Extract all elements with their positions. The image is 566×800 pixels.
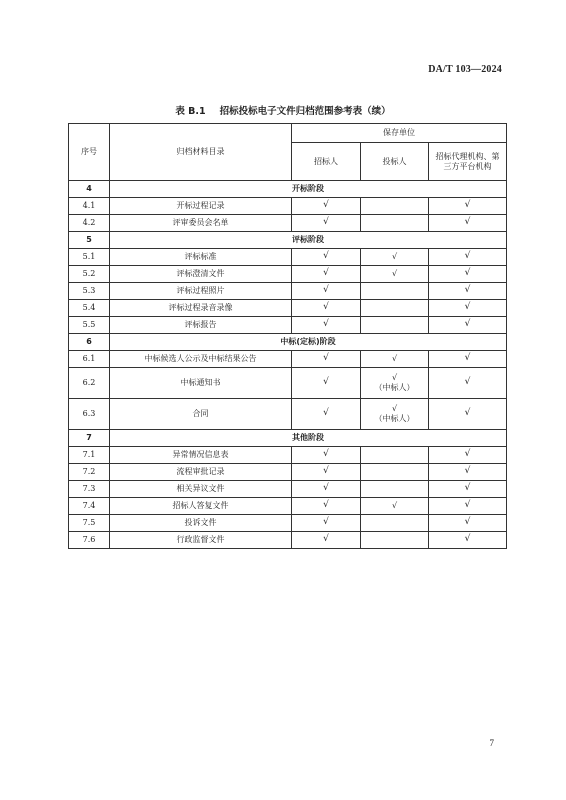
agency-check: √ (429, 215, 507, 232)
row-material-name: 投诉文件 (110, 515, 292, 532)
bidder-cell (361, 249, 429, 266)
table-row (69, 532, 507, 549)
row-number: 5.1 (69, 249, 110, 266)
table-header (69, 124, 507, 181)
row-material-name: 行政监督文件 (110, 532, 292, 549)
tenderer-check: √ (292, 481, 361, 498)
row-material-name: 招标人答复文件 (110, 498, 292, 515)
bidder-cell (361, 198, 429, 215)
tenderer-check: √ (292, 215, 361, 232)
row-number: 5.2 (69, 266, 110, 283)
table-row (69, 266, 507, 283)
agency-check: √ (429, 464, 507, 481)
bidder-cell (361, 532, 429, 549)
standard-code: DA/T 103—2024 (428, 64, 502, 75)
header-catalog: 归档材料目录 (110, 124, 292, 181)
agency-check: √ (429, 300, 507, 317)
bidder-cell (361, 300, 429, 317)
agency-check: √ (429, 399, 507, 430)
table-row (69, 215, 507, 232)
row-material-name: 开标过程记录 (110, 198, 292, 215)
tenderer-check: √ (292, 498, 361, 515)
row-number: 7.6 (69, 532, 110, 549)
bidder-cell (361, 464, 429, 481)
row-material-name: 评标报告 (110, 317, 292, 334)
agency-check: √ (429, 198, 507, 215)
tenderer-check: √ (292, 317, 361, 334)
header-tenderer: 招标人 (292, 143, 361, 181)
bidder-check: √ (391, 373, 398, 382)
stage-number: 4 (69, 181, 110, 198)
agency-check: √ (429, 351, 507, 368)
row-material-name: 相关异议文件 (110, 481, 292, 498)
table-row (69, 249, 507, 266)
stage-title: 评标阶段 (110, 232, 507, 249)
tenderer-check: √ (292, 300, 361, 317)
row-material-name: 异常情况信息表 (110, 447, 292, 464)
tenderer-check: √ (292, 266, 361, 283)
bidder-note: （中标人） (374, 414, 415, 423)
table-caption-number: 表 B.1 (175, 106, 206, 117)
row-number: 7.5 (69, 515, 110, 532)
bidder-cell (361, 399, 429, 430)
agency-check: √ (429, 266, 507, 283)
row-material-name: 评标标准 (110, 249, 292, 266)
agency-check: √ (429, 447, 507, 464)
agency-check: √ (429, 249, 507, 266)
stage-row (69, 334, 507, 351)
bidder-cell (361, 317, 429, 334)
bidder-check: √ (391, 354, 398, 363)
stage-title: 中标(定标)阶段 (110, 334, 507, 351)
tenderer-check: √ (292, 532, 361, 549)
tenderer-check: √ (292, 249, 361, 266)
row-material-name: 中标候选人公示及中标结果公告 (110, 351, 292, 368)
row-material-name: 评标澄清文件 (110, 266, 292, 283)
table-row (69, 515, 507, 532)
header-keeping-unit: 保存单位 (292, 124, 507, 143)
agency-check: √ (429, 317, 507, 334)
row-material-name: 评审委员会名单 (110, 215, 292, 232)
tenderer-check: √ (292, 198, 361, 215)
row-number: 6.1 (69, 351, 110, 368)
bidder-check: √ (391, 252, 398, 261)
row-number: 7.3 (69, 481, 110, 498)
header-agency: 招标代理机构、第三方平台机构 (429, 143, 507, 181)
stage-row (69, 232, 507, 249)
table-row (69, 464, 507, 481)
bidder-cell (361, 481, 429, 498)
bidder-cell (361, 515, 429, 532)
row-number: 6.2 (69, 368, 110, 399)
tenderer-check: √ (292, 283, 361, 300)
row-number: 5.4 (69, 300, 110, 317)
agency-check: √ (429, 368, 507, 399)
table-row (69, 481, 507, 498)
table-row (69, 351, 507, 368)
bidder-cell (361, 351, 429, 368)
row-material-name: 评标过程录音录像 (110, 300, 292, 317)
stage-number: 7 (69, 430, 110, 447)
stage-row (69, 430, 507, 447)
tenderer-check: √ (292, 464, 361, 481)
table-caption (0, 103, 566, 117)
table-row (69, 368, 507, 399)
table-row (69, 283, 507, 300)
table-row (69, 198, 507, 215)
row-number: 5.3 (69, 283, 110, 300)
table-row (69, 317, 507, 334)
stage-title: 开标阶段 (110, 181, 507, 198)
stage-number: 5 (69, 232, 110, 249)
stage-row (69, 181, 507, 198)
agency-check: √ (429, 481, 507, 498)
bidder-cell (361, 368, 429, 399)
row-number: 7.1 (69, 447, 110, 464)
agency-check: √ (429, 515, 507, 532)
row-material-name: 中标通知书 (110, 368, 292, 399)
table-body (69, 181, 507, 549)
bidder-check: √ (391, 269, 398, 278)
row-number: 4.1 (69, 198, 110, 215)
table-row (69, 399, 507, 430)
tenderer-check: √ (292, 447, 361, 464)
row-number: 6.3 (69, 399, 110, 430)
header-bidder: 投标人 (361, 143, 429, 181)
table-row (69, 300, 507, 317)
page-number: 7 (489, 738, 494, 748)
row-number: 7.2 (69, 464, 110, 481)
row-material-name: 流程审批记录 (110, 464, 292, 481)
tenderer-check: √ (292, 351, 361, 368)
bidder-note: （中标人） (374, 383, 415, 392)
tenderer-check: √ (292, 515, 361, 532)
agency-check: √ (429, 532, 507, 549)
header-seq: 序号 (69, 124, 110, 181)
agency-check: √ (429, 498, 507, 515)
table-row (69, 498, 507, 515)
table-caption-title: 招标投标电子文件归档范围参考表（续） (219, 106, 391, 117)
table-row (69, 447, 507, 464)
bidder-cell (361, 283, 429, 300)
archive-scope-table (68, 123, 507, 549)
stage-number: 6 (69, 334, 110, 351)
row-number: 7.4 (69, 498, 110, 515)
bidder-cell (361, 215, 429, 232)
bidder-cell (361, 447, 429, 464)
bidder-cell (361, 266, 429, 283)
stage-title: 其他阶段 (110, 430, 507, 447)
bidder-check: √ (391, 501, 398, 510)
agency-check: √ (429, 283, 507, 300)
row-number: 4.2 (69, 215, 110, 232)
row-material-name: 评标过程照片 (110, 283, 292, 300)
bidder-check: √ (391, 404, 398, 413)
bidder-cell (361, 498, 429, 515)
tenderer-check: √ (292, 399, 361, 430)
row-material-name: 合同 (110, 399, 292, 430)
row-number: 5.5 (69, 317, 110, 334)
tenderer-check: √ (292, 368, 361, 399)
